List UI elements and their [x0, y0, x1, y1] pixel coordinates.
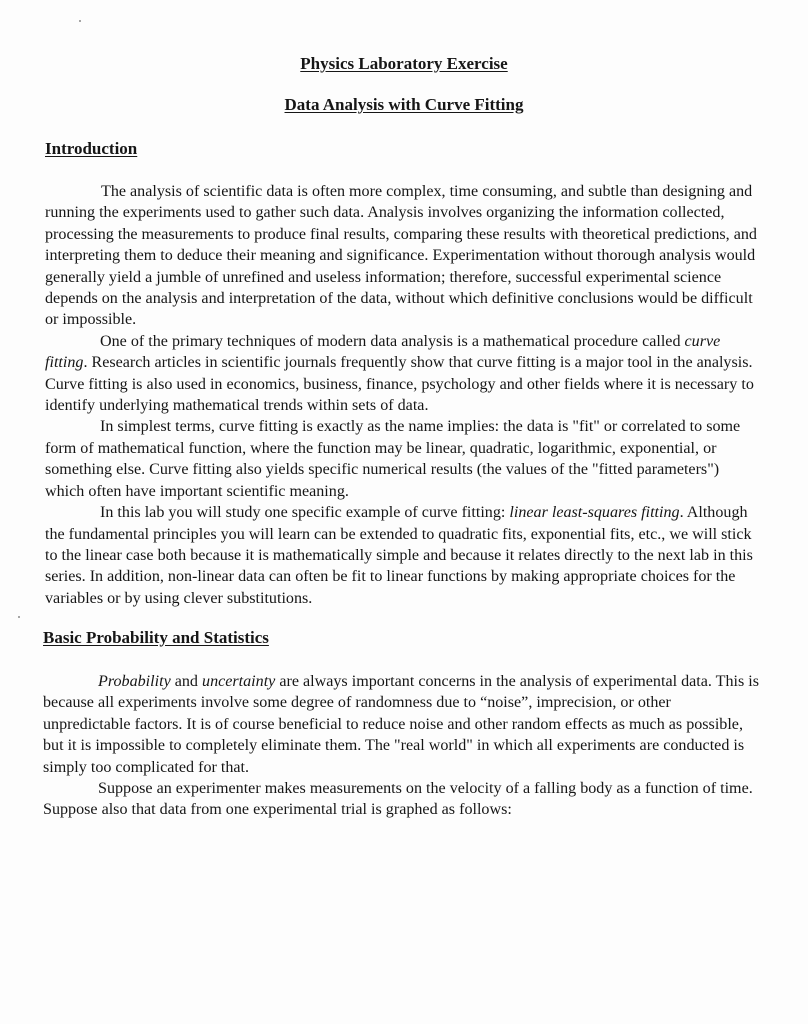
paragraph-text: are always important concerns in the analysis of experimental data. This is because all experiments involve some degree of randomness due to “noise”, imprecision, or other unpredictable factors. It is of course beneficial to reduce noise and other random effects as much as possible, but it is impossible to completely eliminate them. The "real world" in which all experiments are conducted is simply too complicated for that. [43, 673, 760, 776]
paragraph [45, 331, 761, 417]
probability-section [43, 671, 761, 821]
paragraph [45, 502, 761, 609]
paragraph-text: and [170, 673, 203, 690]
introduction-section [45, 181, 761, 609]
paragraph [43, 671, 761, 778]
emphasized-term: Probability [98, 673, 171, 690]
paragraph-text: Suppose an experimenter makes measurements on the velocity of a falling body as a function of time. Suppose also that data from one experimental trial is graphed as follows: [43, 780, 753, 819]
paragraph-text: In this lab you will study one specific example of curve fitting: [100, 504, 510, 522]
paragraph-text: One of the primary techniques of modern data analysis is a mathematical procedure called [100, 332, 685, 350]
document-subtitle: Data Analysis with Curve Fitting [284, 95, 524, 114]
emphasized-term: uncertainty [202, 673, 276, 690]
emphasized-term: curve fitting [45, 332, 721, 372]
document-title: Physics Laboratory Exercise [300, 54, 508, 73]
emphasized-term: linear least-squares fitting [509, 504, 680, 522]
paragraph-text: The analysis of scientific data is often more complex, time consuming, and subtle than designing and running the experiments used to gather such data. Analysis involves organizing the information collected, processing the measurements to produce final results, comparing these results with theoretical predictions, and interpreting them to deduce their meaning and significance. Experimentation without thorough analysis would generally yield a jumble of unrefined and useless information; therefore, successful experimental science depends on the analysis and interpretation of the data, without which definitive conclusions would be difficult or impossible. [45, 183, 757, 329]
paragraph-text: In simplest terms, curve fitting is exactly as the name implies: the data is "fit" or correlated to some form of mathematical function, where the function may be linear, quadratic, logarithmic, exponential, or something else. Curve fitting also yields specific numerical results (the values of the "fitted parameters") which often have important scientific meaning. [45, 418, 741, 500]
paragraph-text: . Although the fundamental principles you will learn can be extended to quadratic fits, exponential fits, etc., we will stick to the linear case both because it is mathematically simple and because it relates directly to the next lab in this series. In addition, non-linear data can often be fit to linear functions by making appropriate choices for the variables or by using clever substitutions. [45, 504, 753, 607]
scan-speck [18, 616, 20, 618]
scan-speck [79, 20, 81, 22]
paragraph [43, 778, 761, 821]
paragraph [45, 181, 761, 331]
section-heading-probability: Basic Probability and Statistics [43, 628, 269, 647]
section-heading-introduction: Introduction [45, 139, 138, 158]
paragraph-text: . Research articles in scientific journals frequently show that curve fitting is a major tool in the analysis. Curve fitting is also used in economics, business, finance, psychology and other fields where it is necessary to identify underlying mathematical trends within sets of data. [45, 354, 754, 415]
paragraph [45, 416, 761, 502]
